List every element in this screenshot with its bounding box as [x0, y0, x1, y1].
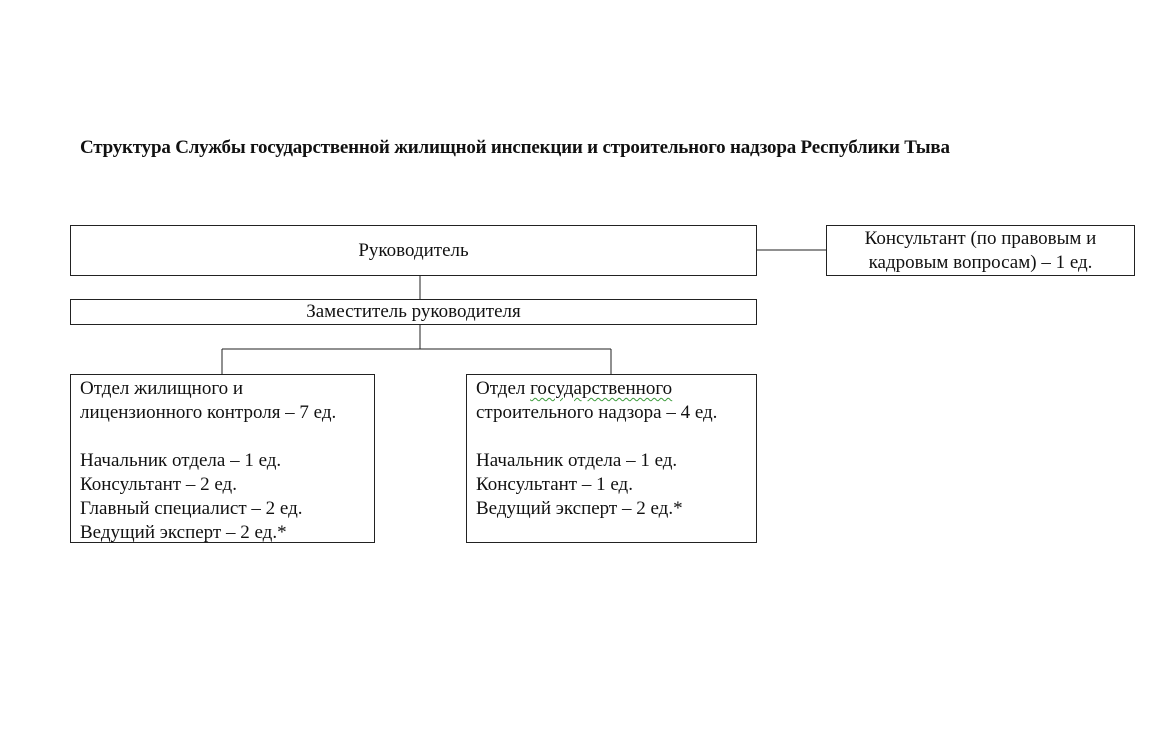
head-label: Руководитель [358, 239, 469, 261]
staff-item: Главный специалист – 2 ед. [80, 498, 303, 519]
deputy-box [70, 299, 757, 325]
consultant-line-2: кадровым вопросам) – 1 ед. [868, 251, 1093, 273]
page-title: Структура Службы государственной жилищной инспекции и строительного надзора Республики Тыва [80, 137, 950, 158]
staff-item: Начальник отдела – 1 ед. [80, 450, 282, 471]
housing-control-department-box [70, 374, 375, 543]
staff-item: Ведущий эксперт – 2 ед.* [80, 522, 287, 543]
consultant-line-1: Консультант (по правовым и [864, 227, 1097, 249]
staff-item: Консультант – 1 ед. [476, 474, 633, 495]
department-name-line-1: Отдел жилищного и [80, 378, 244, 399]
department-name-line-2: строительного надзора – 4 ед. [476, 402, 718, 423]
deputy-label: Заместитель руководителя [306, 301, 521, 322]
staff-item: Начальник отдела – 1 ед. [476, 450, 678, 471]
staff-item: Ведущий эксперт – 2 ед.* [476, 498, 683, 519]
construction-supervision-department-box [466, 374, 757, 543]
department-name-line-1 [476, 377, 756, 401]
consultant-box [826, 225, 1135, 276]
department-name-line-1b: государственного [530, 378, 673, 399]
department-name-line-1a: Отдел [476, 378, 531, 399]
staff-item: Консультант – 2 ед. [80, 474, 237, 495]
head-box [70, 225, 757, 276]
department-name-line-2: лицензионного контроля – 7 ед. [80, 402, 337, 423]
